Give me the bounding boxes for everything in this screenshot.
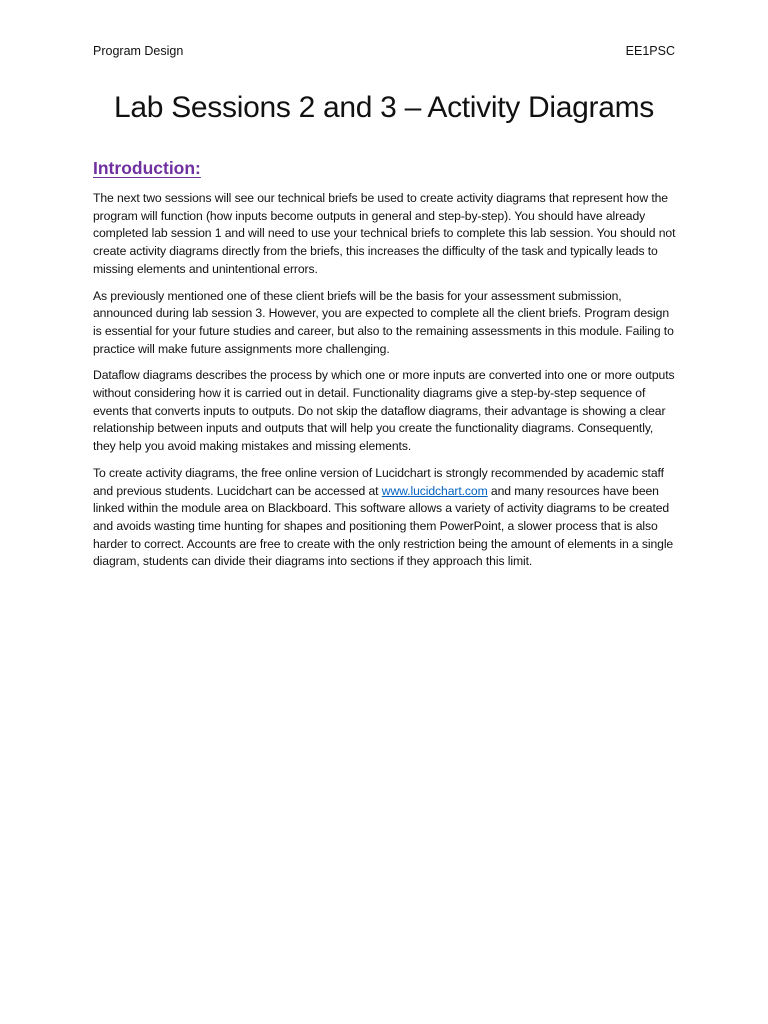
paragraph-2: As previously mentioned one of these client briefs will be the basis for your assessment submission, announced during lab session 3. However, you are expected to complete all the client briefs. Program design is essential for your future studies and career, but also to the remaining assessments in this module. Failing to practice will make future assignments more challenging. bbox=[93, 288, 674, 356]
paragraph-1: The next two sessions will see our technical briefs be used to create activity diagrams that represent how the program will function (how inputs become outputs in general and step-by-step). You should have already completed lab session 1 and will need to use your technical briefs to complete this lab session. You should not create activity diagrams directly from the briefs, this increases the difficulty of the task and typically leads to missing elements and unintentional errors. bbox=[93, 191, 676, 276]
paragraph-4-text-start: To create activity diagrams, the free online version of Lucidchart is strongly recommended by academic staff and previous students. Lucidchart can be accessed at bbox=[93, 465, 664, 498]
header-course-name: Program Design bbox=[93, 44, 184, 58]
body-text bbox=[93, 190, 676, 580]
section-heading-introduction: Introduction: bbox=[93, 158, 201, 178]
document-title: Lab Sessions 2 and 3 – Activity Diagrams bbox=[114, 91, 654, 124]
paragraph-4 bbox=[93, 465, 676, 571]
paragraph-3: Dataflow diagrams describes the process by which one or more inputs are converted into one or more outputs without considering how it is carried out in detail. Functionality diagrams give a step-by-step sequence of events that converts inputs to outputs. Do not skip the dataflow diagrams, their advantage is showing a clear relationship between inputs and outputs that will help you create the functionality diagrams. Consequently, they help you avoid making mistakes and missing elements. bbox=[93, 368, 675, 454]
page-header bbox=[93, 43, 675, 59]
header-course-code: EE1PSC bbox=[625, 44, 675, 58]
lucidchart-link[interactable]: www.lucidchart.com bbox=[381, 483, 488, 498]
paragraph-4-text-end: and many resources have been linked within the module area on Blackboard. This software allows a variety of activity diagrams to be created and avoids wasting time hunting for shapes and positioning them PowerPoint, a slower process that is also harder to correct. Accounts are free to create with the only restriction being the amount of elements in a single diagram, students can divide their diagrams into sections if they approach this limit. bbox=[93, 483, 674, 569]
